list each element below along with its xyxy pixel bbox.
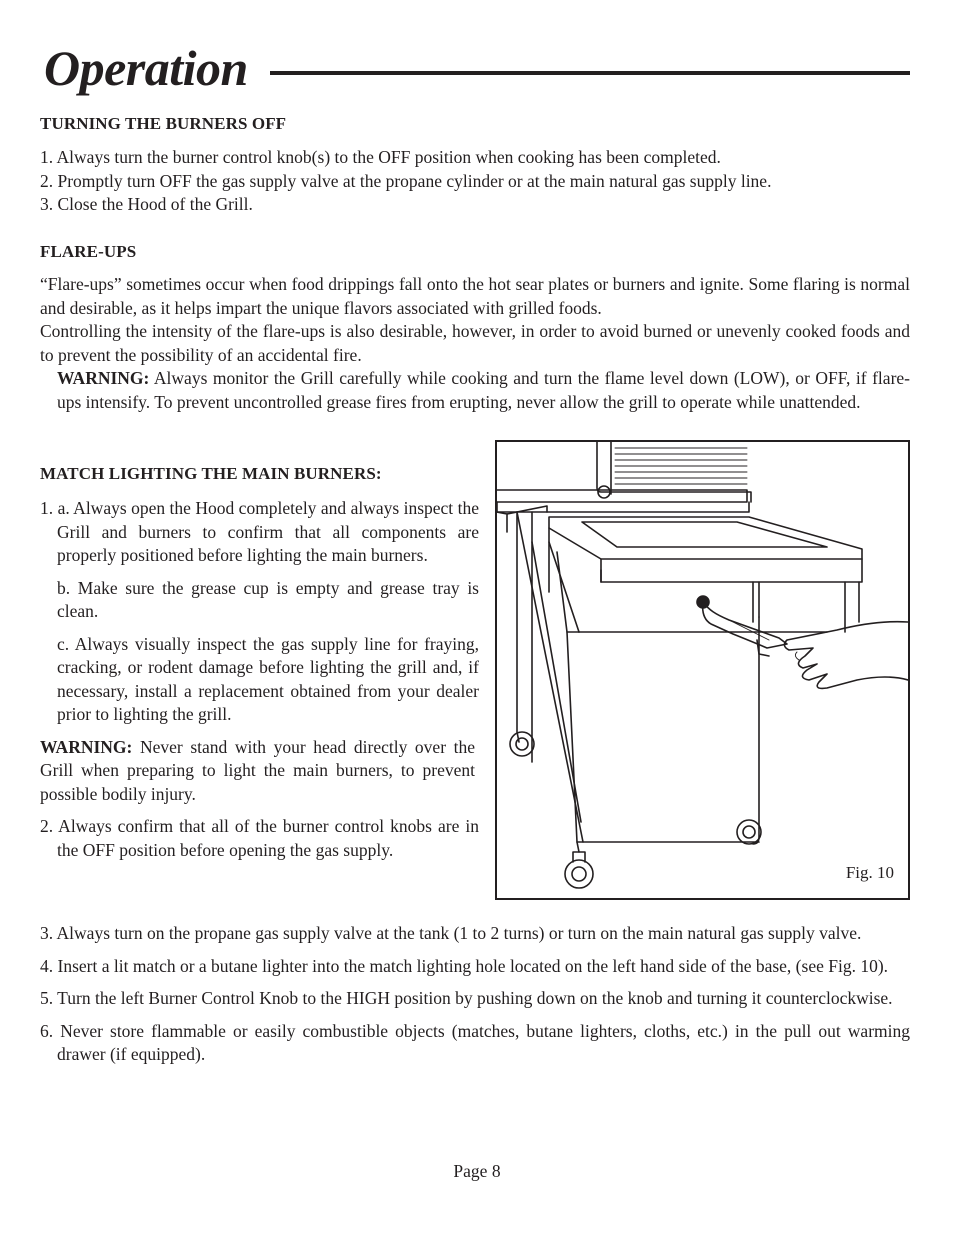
list-item: 3. Always turn on the propane gas supply valve at the tank (1 to 2 turns) or turn on the main natural gas supply valve. <box>40 923 862 943</box>
list-item: 4. Insert a lit match or a butane lighter into the match lighting hole located on the left hand side of the base, (see Fig. 10). <box>40 955 889 976</box>
title-rule <box>270 71 910 75</box>
flare-ups-paragraph: “Flare-ups” sometimes occur when food drippings fall onto the hot sear plates or burners and ignite. Some flaring is normal and desirable, as it helps impart the unique flavors associated with grilled foods. <box>40 274 910 318</box>
warning-label: WARNING: <box>57 368 150 388</box>
page-header <box>44 38 910 98</box>
list-item: 2. Always confirm that all of the burner control knobs are in the OFF position before opening the gas supply. <box>40 816 479 860</box>
match-lighting-warning <box>40 736 479 807</box>
warning-label: WARNING: <box>40 736 133 757</box>
list-item: 6. Never store flammable or easily combustible objects (matches, butane lighters, cloths, etc.) in the pull out warming drawer (if equipped). <box>40 1020 910 1064</box>
figure-caption: Fig. 10 <box>845 862 894 882</box>
warning-text: Never stand with your head directly over the Grill when preparing to light the main burners, to prevent possible bodily injury. <box>40 736 475 804</box>
flare-ups-body <box>40 273 910 414</box>
turning-off-list <box>40 146 910 217</box>
heading-flare-ups: FLARE-UPS <box>40 242 137 261</box>
list-item: 3. Close the Hood of the Grill. <box>40 194 253 214</box>
match-lighting-left-column <box>40 497 479 862</box>
heading-match-lighting: MATCH LIGHTING THE MAIN BURNERS: <box>40 464 382 483</box>
list-item: 1. a. Always open the Hood completely and always inspect the Grill and burners to confirm that all components are properly positioned before lighting the main burners. <box>40 498 479 565</box>
list-item: c. Always visually inspect the gas supply line for fraying, cracking, or rodent damage before lighting the grill and, if necessary, install a replacement obtained from your dealer prior to lighting the grill. <box>57 633 479 724</box>
flare-ups-paragraph: Controlling the intensity of the flare-ups is also desirable, however, in order to avoid burned or unevenly cooked foods and to prevent the possibility of an accidental fire. <box>40 321 910 365</box>
list-item: 5. Turn the left Burner Control Knob to the HIGH position by pushing down on the knob and turning it counterclockwise. <box>40 988 893 1008</box>
list-item: b. Make sure the grease cup is empty and grease tray is clean. <box>57 577 479 621</box>
grill-illustration <box>497 442 908 898</box>
flare-ups-warning <box>40 367 910 414</box>
list-item: 1. Always turn the burner control knob(s) to the OFF position when cooking has been completed. <box>40 147 721 167</box>
figure-10 <box>495 440 910 900</box>
heading-turning-burners-off: TURNING THE BURNERS OFF <box>40 114 287 133</box>
page-number: Page 8 <box>453 1161 501 1181</box>
match-lighting-bottom-list <box>40 922 910 1067</box>
list-item: 2. Promptly turn OFF the gas supply valve at the propane cylinder or at the main natural gas supply line. <box>40 170 772 191</box>
page-title: Operation <box>44 40 248 96</box>
warning-text: Always monitor the Grill carefully while cooking and turn the flame level down (LOW), or OFF, if flare-ups intensify. To prevent uncontrolled grease fires from erupting, never allow the grill to operate while unattended. <box>57 368 910 412</box>
